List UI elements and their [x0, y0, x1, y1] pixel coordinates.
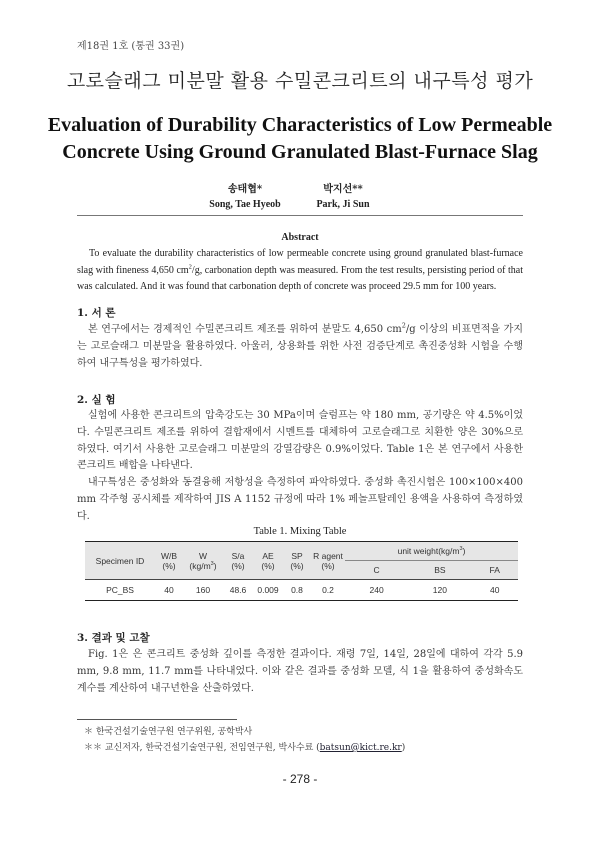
- cell-sa: 48.6: [223, 580, 253, 601]
- cell-w: 160: [183, 580, 223, 601]
- header-sa: [223, 542, 253, 580]
- header-specimen-id: Specimen ID: [85, 542, 155, 580]
- author-2: [298, 180, 388, 210]
- cell-bs: 120: [408, 580, 471, 601]
- header-sa-label: S/a: [231, 550, 245, 561]
- header-sp-label: SP: [291, 550, 303, 561]
- title-english-line2: Concrete Using Ground Granulated Blast-Furnace Slag: [62, 141, 538, 163]
- author-1-english: Song, Tae Hyeob: [209, 199, 281, 210]
- cell-ragent: 0.2: [311, 580, 345, 601]
- footnote-1: ＊ 한국건설기술연구원 연구위원, 공학박사: [84, 727, 253, 737]
- header-w: [183, 542, 223, 580]
- header-ae-label: AE: [262, 550, 274, 561]
- header-wb: [155, 542, 183, 580]
- header-w-unit-post: ): [213, 560, 217, 571]
- footnote-2-text: ＊＊ 교신저자, 한국건설기술연구원, 전임연구원, 박사수료 (: [84, 743, 320, 753]
- abstract-text-sup: 2: [188, 263, 192, 271]
- footnote-divider: [77, 719, 237, 720]
- abstract-text-part2: /g, carbonation depth was measured. From the test results, persisting period of that was calculated. And it was found that carbonation depth of concrete was proceed 29.5 mm for 100 years.: [77, 264, 523, 292]
- cell-wb: 40: [155, 580, 183, 601]
- section-1-text-sup: 2: [401, 321, 406, 330]
- header-fa: FA: [472, 561, 519, 580]
- author-1-korean: 송태협*: [227, 184, 263, 195]
- header-r-agent-label: R agent: [313, 550, 343, 561]
- section-1-paragraph: [77, 322, 523, 372]
- header-unit-weight-sup: 3: [459, 546, 463, 553]
- header-w-unit-sup: 3: [210, 560, 214, 567]
- header-wb-label: W/B: [160, 550, 178, 561]
- author-2-english: Park, Ji Sun: [316, 199, 370, 210]
- section-1-text-part2: /g 이상의 비표면적을 가지는 고로슬래그 미분말을 활용하였다. 아울러, 상용화를 위한 사전 검증단계로 촉진중성화 시험을 수행하여 내구특성을 평가하였다.: [77, 324, 523, 369]
- header-sp-unit: (%): [290, 560, 304, 571]
- section-2-paragraph-2: 내구특성은 중성화와 동결융해 저항성을 측정하여 파악하였다. 중성화 촉진시험은 100×100×400 mm 각주형 공시체를 제작하여 JIS A 1152 규정에 따라 1% 페놀프탈레인 용액을 사용하여 측정하였다.: [77, 477, 523, 522]
- header-w-unit: [183, 561, 223, 571]
- author-1: [200, 180, 290, 210]
- header-unit-weight-pre: unit weight(kg/m: [397, 546, 460, 556]
- table-row: [85, 580, 518, 601]
- section-2-heading: 2. 실 험: [77, 394, 116, 406]
- title-english-line1: Evaluation of Durability Characteristics of Low Permeable: [47, 114, 553, 136]
- abstract-heading: Abstract: [281, 232, 319, 243]
- header-w-unit-pre: (kg/m: [189, 560, 211, 571]
- author-2-korean: 박지선**: [323, 184, 363, 195]
- section-1-text-part1: 본 연구에서는 경제적인 수밀콘크리트 제조를 위하여 분말도 4,650 cm: [88, 324, 402, 335]
- abstract-text-part1: To evaluate the durability characteristics of low permeable concrete using ground granulated blast-furnace slag with fineness 4,650 cm: [77, 248, 523, 276]
- header-sa-unit: (%): [231, 560, 245, 571]
- cell-specimen: PC_BS: [85, 580, 155, 601]
- header-unit-weight-post: ): [462, 546, 466, 556]
- abstract-text: [77, 246, 523, 296]
- page-number: - 278 -: [282, 772, 318, 786]
- header-r-agent: [311, 542, 345, 580]
- header-ae: [253, 542, 283, 580]
- section-1-heading: 1. 서 론: [77, 307, 116, 319]
- mixing-table: [85, 541, 518, 601]
- cell-ae: 0.009: [253, 580, 283, 601]
- header-w-label: W: [198, 550, 208, 561]
- header-r-agent-unit: (%): [321, 560, 335, 571]
- journal-issue-header: 제18권 1호 (통권 33권): [77, 41, 185, 52]
- header-c: C: [345, 561, 408, 580]
- cell-fa: 40: [472, 580, 519, 601]
- cell-sp: 0.8: [283, 580, 311, 601]
- footnote-2-close: ): [401, 743, 406, 753]
- title-english: [40, 112, 560, 166]
- cell-c: 240: [345, 580, 408, 601]
- header-divider: [77, 215, 523, 216]
- section-3-paragraph: Fig. 1은 은 콘크리트 중성화 깊이를 측정한 결과이다. 재령 7일, 14일, 28일에 대하여 각각 5.9 mm, 9.8 mm, 11.7 mm를 나타내었다. 이와 같은 결과를 중성화 모델, 식 1을 활용하여 중성화속도계수를 계산하여 내구년한을 산출하였다.: [77, 649, 523, 694]
- header-sp: [283, 542, 311, 580]
- table-caption: Table 1. Mixing Table: [253, 526, 347, 537]
- header-unit-weight: [345, 542, 518, 561]
- email-link[interactable]: batsun@kict.re.kr: [319, 743, 402, 753]
- header-bs: BS: [408, 561, 471, 580]
- header-ae-unit: (%): [261, 560, 275, 571]
- header-wb-unit: (%): [162, 560, 176, 571]
- section-2-paragraph-1: 실험에 사용한 콘크리트의 압축강도는 30 MPa이며 슬럼프는 약 180 mm, 공기량은 약 4.5%이었다. 수밀콘크리트 제조를 위하여 결합재에서 시멘트를 대체하여 고로슬래그로 치환한 양은 30%으로 하였다. 여기서 사용한 고로슬래그 미분말의 강열감량은 0.9%이었다. Table 1은 본 연구에서 사용한 콘크리트 배합을 나타낸다.: [77, 410, 523, 472]
- title-korean: 고로슬래그 미분말 활용 수밀콘크리트의 내구특성 평가: [66, 70, 534, 92]
- footnote-2: [84, 740, 405, 753]
- section-3-heading: 3. 결과 및 고찰: [77, 632, 150, 644]
